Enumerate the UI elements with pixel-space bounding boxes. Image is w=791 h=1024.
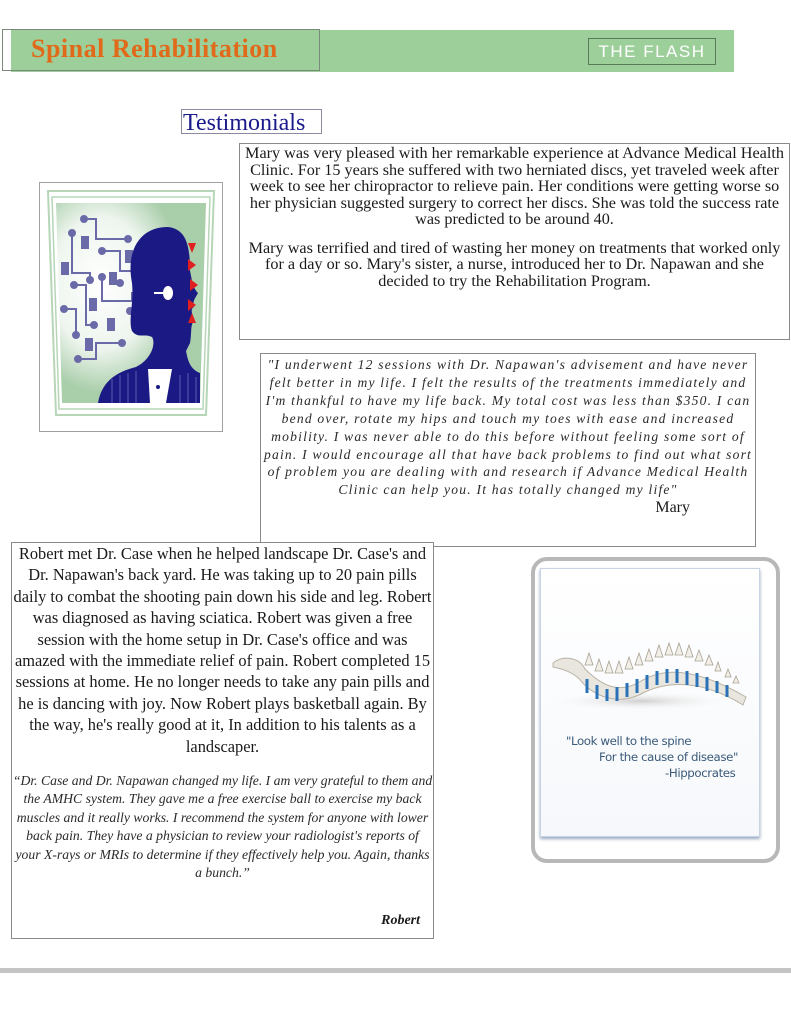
mary-signature: Mary bbox=[655, 499, 690, 517]
clipart-frame bbox=[39, 182, 223, 432]
footer-divider bbox=[0, 968, 791, 973]
spine-image-card bbox=[540, 568, 760, 837]
robert-quote-text: “Dr. Case and Dr. Napawan changed my life. I am very grateful to them and the AMHC system. They gave me a free exercise ball to exercise my back muscles and it really works. I recommend the system for anyone with lower back pain. They have a physician to review your radiologist's reports of your X-rays or MRIs to determine if they effectively help you. Again, thanks a bunch.” bbox=[12, 773, 433, 881]
quote-attribution: -Hippocrates bbox=[665, 766, 736, 780]
mary-story-paragraph: Mary was very pleased with her remarkable experience at Advance Medical Health Clinic. For 15 years she suffered with two herniated discs, yet traveled week after week to see her chiropractor to relieve pain. Her conditions were getting worse so her physician suggested surgery to correct her discs. She was told the success rate was predicted to be around 40. bbox=[245, 144, 784, 228]
robert-story-text: Robert met Dr. Case when he helped landscape Dr. Case's and Dr. Napawan's back yard. He was taking up to 20 pain pills daily to combat the shooting pain down his side and leg. Robert was diagnosed as having sciatica. Robert was given a free session with the home setup in Dr. Case's office and was amazed with the immediate relief of pain. Robert completed 15 sessions at home. He no longer needs to take any pain pills and he is dancing with joy. Now Robert plays basketball again. By the way, he's really good at it, In addition to his talents as a landscaper. bbox=[13, 544, 432, 756]
image-watermark bbox=[742, 585, 752, 655]
robert-testimonial-box bbox=[11, 542, 434, 939]
page-title: Spinal Rehabilitation bbox=[31, 34, 278, 63]
mary-quote-text: "I underwent 12 sessions with Dr. Napawan's advisement and have never felt better in my life. I felt the results of the treatments immediately and I'm thankful to have my life back. My total cost was less than $350. I can bend over, rotate my hips and touch my toes with ease and increased mobility. I was never able to do this before without feeling some sort of pain. I would encourage all that have back problems to find out what sort of problem you are dealing with and research if Advance Medical Health Clinic can help you. It has totally changed my life" bbox=[263, 357, 753, 498]
spine-icon bbox=[541, 569, 759, 719]
section-heading: Testimonials bbox=[181, 109, 322, 134]
quote-line: For the cause of disease" bbox=[599, 750, 738, 764]
mary-story-box bbox=[239, 143, 790, 340]
robert-signature: Robert bbox=[381, 913, 420, 928]
newsletter-badge: THE FLASH bbox=[588, 38, 716, 65]
mary-quote-box bbox=[260, 353, 756, 547]
mary-story-paragraph: Mary was terrified and tired of wasting her money on treatments that worked only for a day or so. Mary's sister, a nurse, introduced her to Dr. Napawan and she decided to try the Rehabilitation Program. bbox=[248, 238, 781, 290]
quote-line: "Look well to the spine bbox=[566, 734, 692, 748]
hippocrates-quote bbox=[566, 733, 766, 781]
person-circuit-icon bbox=[40, 183, 222, 431]
